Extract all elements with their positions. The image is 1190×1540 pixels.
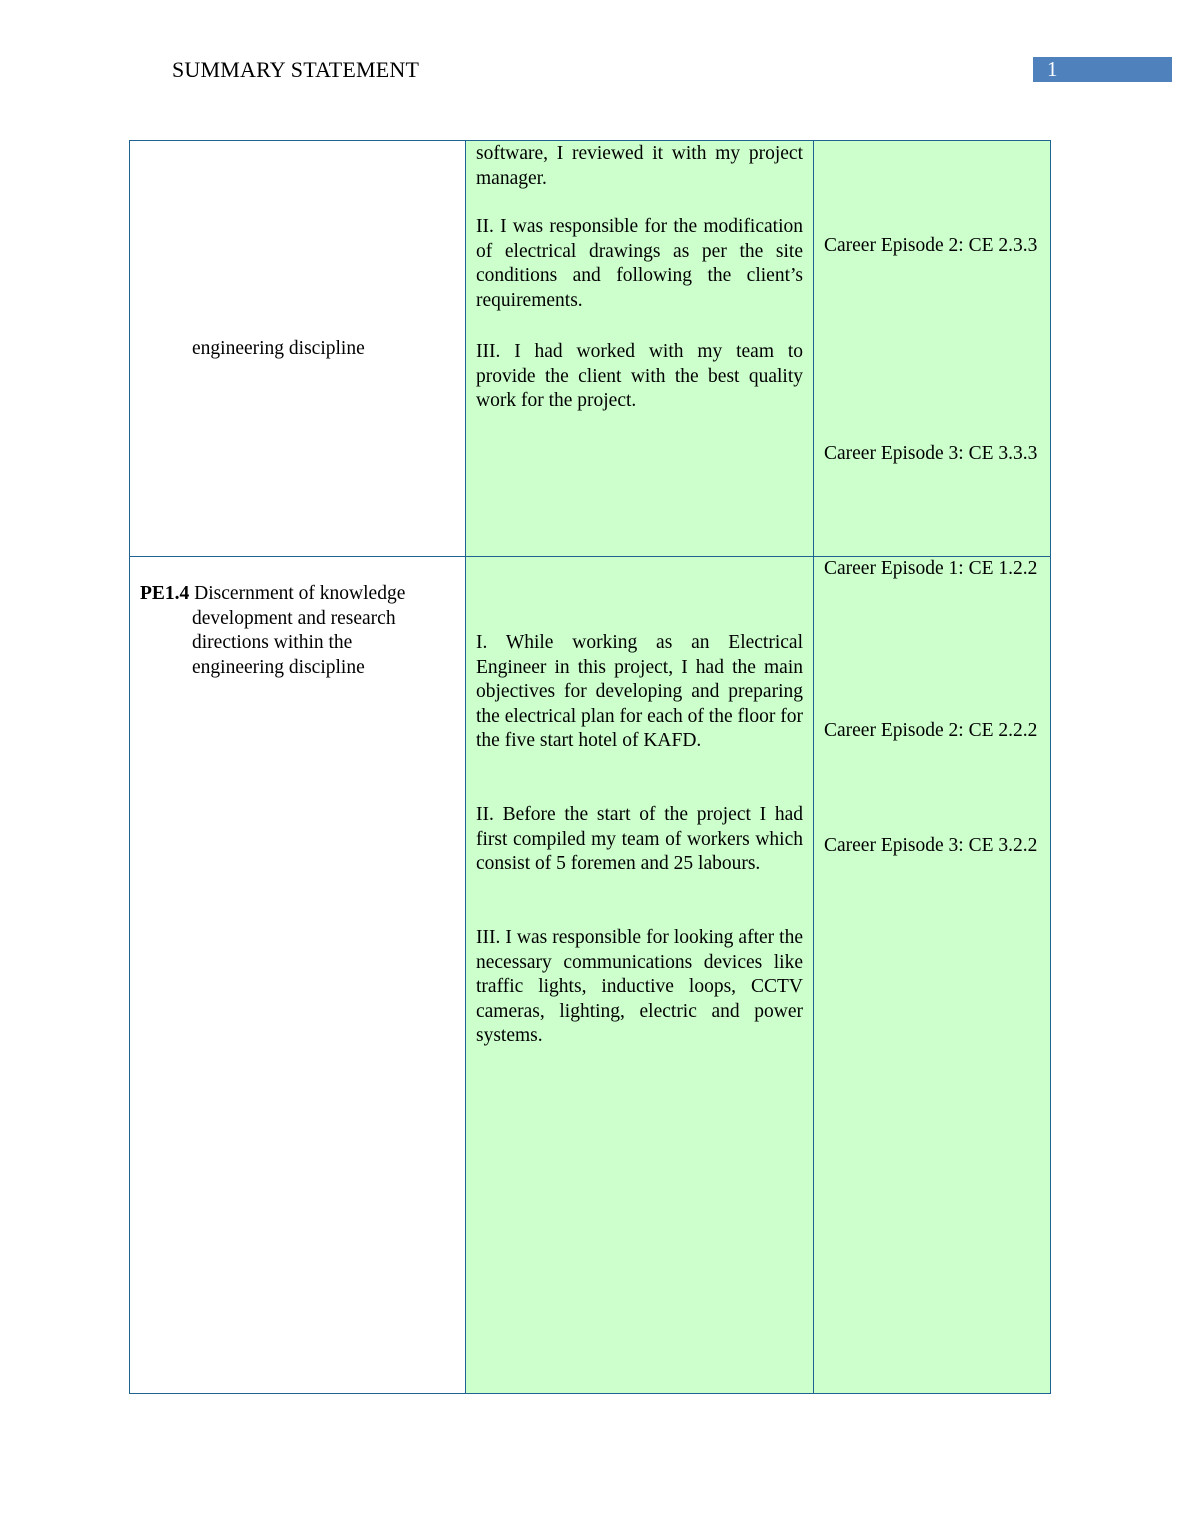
row1-reference-cell [813,140,1051,557]
row2-reference-1: Career Episode 1: CE 1.2.2 [824,558,1038,579]
row1-paragraph-3: III. I had worked with my team to provide the client with the best quality work for the project. [476,341,803,412]
row1-reference-1: Career Episode 2: CE 2.3.3 [824,235,1038,256]
row1-competency-text: engineering discipline [192,338,365,359]
row2-competency-line-3: directions within the [192,632,353,653]
row2-competency-first-line [140,582,405,607]
row1-paragraph-1: software, I reviewed it with my project manager. [476,143,803,189]
competency-title: Discernment of knowledge [194,583,406,604]
row2-reference-cell [813,556,1051,1394]
page-number-badge: 1 [1033,57,1172,82]
competency-code: PE1.4 [140,583,190,604]
row2-reference-2: Career Episode 2: CE 2.2.2 [824,720,1038,741]
row2-paragraph-1: I. While working as an Electrical Engineer in this project, I had the main objectives for developing and preparing the electrical plan for each of the floor for the five start hotel of KAFD. [476,632,803,752]
row1-paragraph-2: II. I was responsible for the modification of electrical drawings as per the site conditions and following the client’s requirements. [476,216,803,311]
row2-competency-line-2: development and research [192,608,396,629]
row2-reference-3: Career Episode 3: CE 3.2.2 [824,835,1038,856]
row2-competency-cell [129,556,466,1394]
row1-reference-2: Career Episode 3: CE 3.3.3 [824,443,1038,464]
row2-paragraph-2: II. Before the start of the project I had first compiled my team of workers which consist of 5 foremen and 25 labours. [476,804,803,875]
row2-competency-line-4: engineering discipline [192,657,365,678]
document-header-title: SUMMARY STATEMENT [172,57,420,82]
row2-paragraph-3: III. I was responsible for looking after the necessary communications devices like traffic lights, inductive loops, CCTV cameras, lighting, electric and power systems. [476,927,803,1047]
